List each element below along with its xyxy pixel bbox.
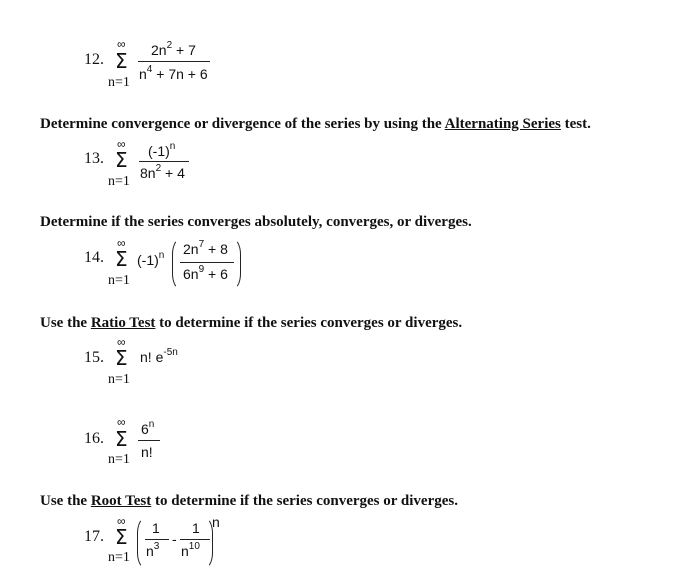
sigma-symbol: Σ [115,247,128,271]
sum-lower-bound: n=1 [108,75,130,90]
sum-lower-bound: n=1 [108,273,130,288]
problem-number: 17. [84,528,104,545]
problem-number: 12. [84,51,104,68]
right-parenthesis [232,238,241,290]
fraction-1-bar [145,539,169,540]
sum-lower-bound: n=1 [108,372,130,387]
infinity-symbol: ∞ [117,137,126,151]
fraction-bar [138,61,210,62]
sum-lower-bound: n=1 [108,550,130,565]
fraction-numerator: $2n^7 + 8$ [183,239,228,257]
sigma-symbol: Σ [115,49,128,73]
fraction-1-denominator: $n^3$ [146,541,160,559]
fraction-2-denominator: $n^{10}$ [181,541,200,559]
heading-ratio-test: Use the Ratio Test to determine if the series converges or diverges. [40,315,463,331]
series-term: n! $e^{-5n}$ [140,347,178,365]
fraction-bar [139,161,189,162]
sigma-symbol: Σ [115,427,128,451]
fraction-1-numerator: 1 [152,520,160,536]
fraction-bar [138,440,160,441]
fraction-2-numerator: 1 [192,520,200,536]
problem-number: 15. [84,349,104,366]
fraction-denominator: n! [141,444,153,460]
sigma-symbol: Σ [115,148,128,172]
alternating-factor: $(-1)^n$ [137,250,165,268]
infinity-symbol: ∞ [117,335,126,349]
problem-number: 13. [84,150,104,167]
infinity-symbol: ∞ [117,514,126,528]
root-test-link: Root Test [90,493,152,509]
fraction-bar [180,262,234,263]
infinity-symbol: ∞ [117,37,126,51]
infinity-symbol: ∞ [117,415,126,429]
fraction-numerator: 6$^n$ [141,419,155,437]
fraction-denominator: $n^4 + 7n + 6$ [139,64,208,82]
fraction-denominator: $8n^2 + 4$ [140,163,185,181]
ratio-test-link: Ratio Test [90,315,156,331]
sigma-symbol: Σ [115,525,128,549]
fraction-denominator: $6n^9 + 6$ [183,264,228,282]
fraction-numerator: $(-1)^n$ [148,141,176,159]
infinity-symbol: ∞ [117,236,126,250]
alternating-series-link: Alternating Series [444,116,561,132]
outer-exponent: n [212,514,220,530]
left-parenthesis [137,517,146,569]
heading-absolute-convergence: Determine if the series converges absolutely, converges, or diverges. [40,214,472,230]
left-parenthesis [172,238,181,290]
heading-alternating-series: Determine convergence or divergence of the series by using the Alternating Series test. [40,116,591,132]
heading-root-test: Use the Root Test to determine if the series converges or diverges. [40,493,458,509]
fraction-numerator: $2n^2 + 7$ [151,40,196,58]
sigma-symbol: Σ [115,346,128,370]
problem-number: 14. [84,249,104,266]
problem-number: 16. [84,430,104,447]
sum-lower-bound: n=1 [108,174,130,189]
minus-sign: - [172,531,177,547]
sum-lower-bound: n=1 [108,452,130,467]
